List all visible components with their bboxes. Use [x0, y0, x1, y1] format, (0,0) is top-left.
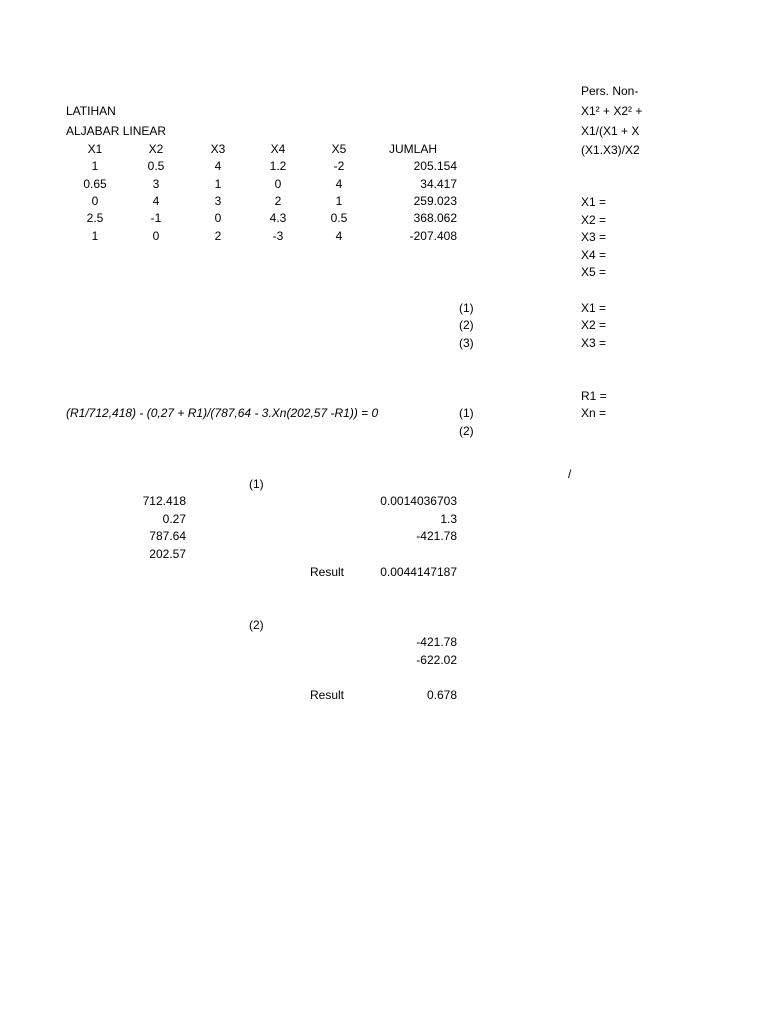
matrix-cell: 2.5	[86, 211, 104, 225]
matrix-header-jumlah: JUMLAH	[389, 142, 438, 156]
var-label-r1: R1 =	[581, 389, 607, 403]
matrix-cell: 2	[274, 194, 282, 208]
slash-mark: /	[568, 467, 572, 481]
var-label-x1: X1 =	[581, 195, 607, 209]
result-value: 0.678	[426, 688, 457, 702]
ref-number: (3)	[459, 336, 474, 350]
matrix-cell: 4	[335, 177, 343, 191]
constant-value: 202.57	[149, 547, 186, 561]
matrix-cell-sum: -207.408	[409, 229, 457, 243]
computed-value: 1.3	[440, 512, 457, 526]
matrix-cell: 4	[214, 159, 222, 173]
matrix-header-x4: X4	[270, 142, 286, 156]
right-panel-equation-2: X1/(X1 + X	[581, 124, 640, 138]
matrix-cell-sum: 34.417	[420, 177, 457, 191]
matrix-cell: -3	[272, 229, 284, 243]
right-panel-equation-3: (X1.X3)/X2	[581, 143, 640, 157]
var-label-x3: X3 =	[581, 230, 607, 244]
matrix-cell: 0	[91, 194, 99, 208]
var-label-x3: X3 =	[581, 336, 607, 350]
matrix-cell: 1	[91, 159, 99, 173]
computed-value: -622.02	[416, 653, 457, 667]
matrix-cell: 1	[335, 194, 343, 208]
right-panel-header: Pers. Non-	[581, 84, 639, 98]
var-label-xn: Xn =	[581, 406, 607, 420]
computed-value: -421.78	[416, 529, 457, 543]
matrix-cell: 2	[214, 229, 222, 243]
matrix-cell: 3	[214, 194, 222, 208]
matrix-cell: 4.3	[269, 211, 287, 225]
computed-value: -421.78	[416, 635, 457, 649]
matrix-cell: 0.5	[330, 211, 348, 225]
matrix-cell: 1.2	[269, 159, 287, 173]
matrix-cell-sum: 205.154	[413, 159, 457, 173]
matrix-cell-sum: 259.023	[413, 194, 457, 208]
matrix-header-x2: X2	[148, 142, 164, 156]
matrix-cell: 1	[91, 229, 99, 243]
ref-number: (2)	[459, 318, 474, 332]
result-label: Result	[310, 688, 345, 702]
matrix-cell-sum: 368.062	[413, 211, 457, 225]
matrix-cell: 0	[152, 229, 160, 243]
matrix-cell: -1	[150, 211, 162, 225]
constant-value: 0.27	[162, 512, 186, 526]
constant-value: 787.64	[149, 529, 186, 543]
section-label-2: (2)	[249, 618, 264, 632]
matrix-header-x5: X5	[331, 142, 347, 156]
var-label-x1: X1 =	[581, 301, 607, 315]
nonlinear-equation: (R1/712,418) - (0,27 + R1)/(787,64 - 3.Xn(202,57 -R1)) = 0	[66, 406, 379, 420]
matrix-cell: 0	[274, 177, 282, 191]
matrix-header-x3: X3	[210, 142, 226, 156]
var-label-x2: X2 =	[581, 318, 607, 332]
constant-value: 712.418	[142, 494, 186, 508]
right-panel-equation-1: X1² + X2² +	[581, 104, 643, 118]
matrix-cell: 3	[152, 177, 160, 191]
ref-number: (1)	[459, 406, 474, 420]
matrix-cell: 4	[152, 194, 160, 208]
var-label-x4: X4 =	[581, 248, 607, 262]
matrix-cell: 4	[335, 229, 343, 243]
matrix-cell: 0	[214, 211, 222, 225]
computed-value: 0.0014036703	[380, 494, 457, 508]
ref-number: (2)	[459, 424, 474, 438]
section-label-1: (1)	[249, 477, 264, 491]
matrix-cell: 1	[214, 177, 222, 191]
matrix-cell: -2	[333, 159, 345, 173]
title-latihan: LATIHAN	[66, 104, 116, 118]
var-label-x5: X5 =	[581, 265, 607, 279]
result-label: Result	[310, 565, 345, 579]
ref-number: (1)	[459, 301, 474, 315]
title-aljabar-linear: ALJABAR LINEAR	[66, 124, 167, 138]
result-value: 0.0044147187	[380, 565, 457, 579]
matrix-cell: 0.5	[147, 159, 165, 173]
var-label-x2: X2 =	[581, 213, 607, 227]
matrix-cell: 0.65	[83, 177, 107, 191]
matrix-header-x1: X1	[87, 142, 103, 156]
